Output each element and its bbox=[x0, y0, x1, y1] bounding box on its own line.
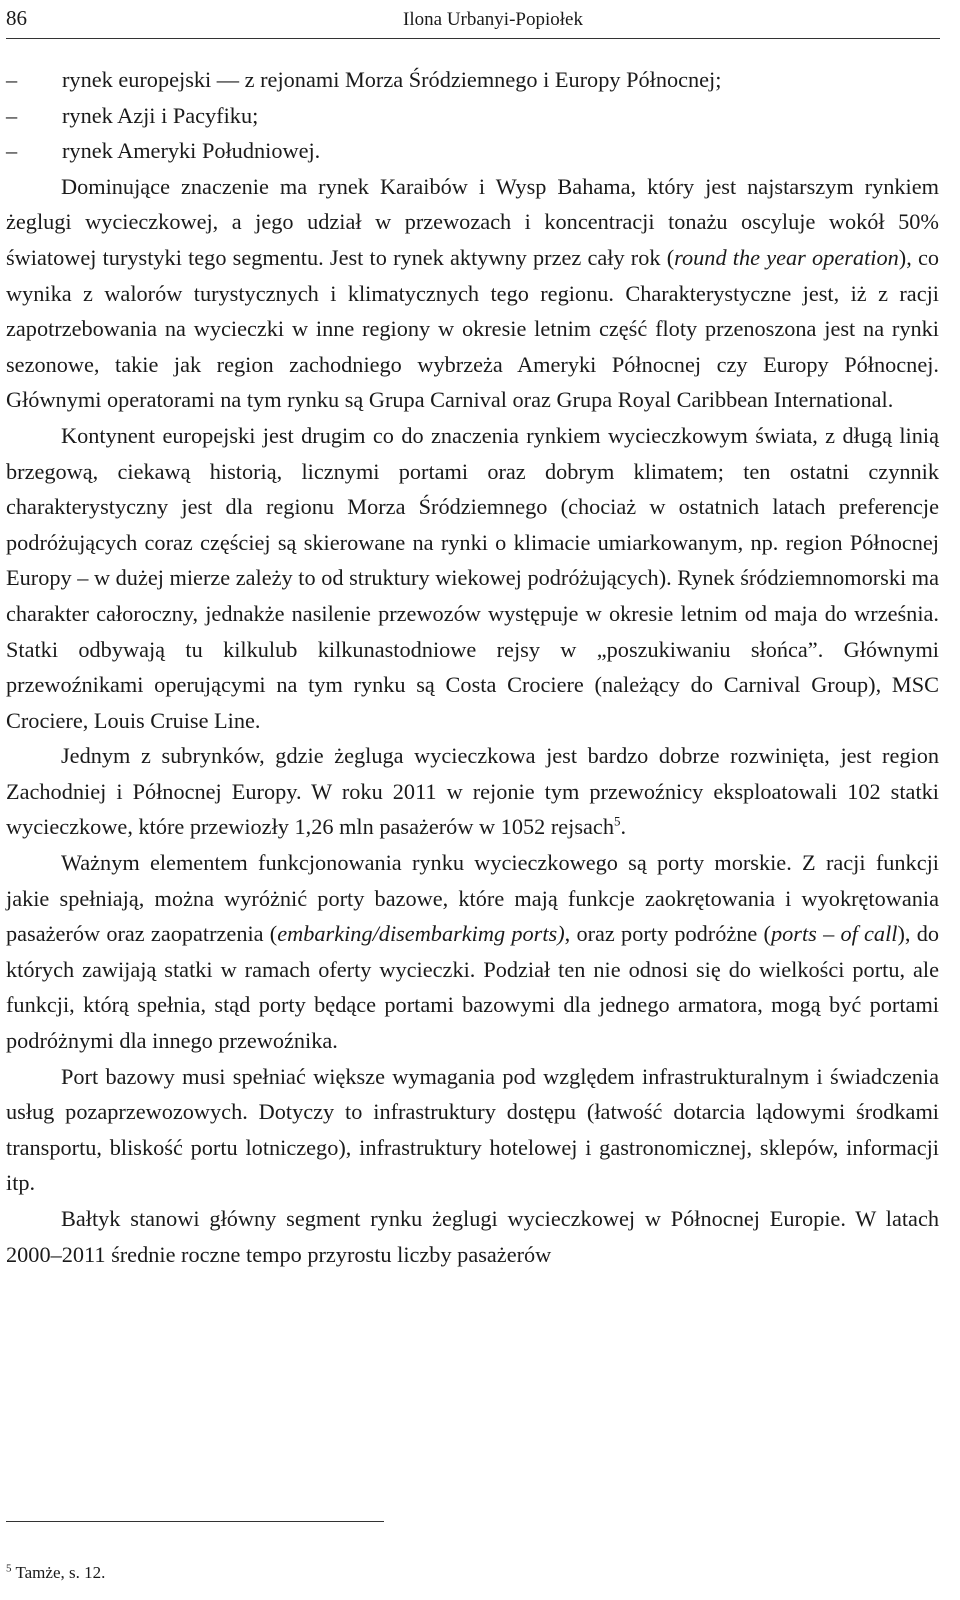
paragraph-baltic: Bałtyk stanowi główny segment rynku żeglugi wycieczkowej w Północnej Europie. W latach 2000–2011 średnie roczne tempo przyrostu liczby pasażerów bbox=[6, 1206, 939, 1267]
running-head: Ilona Urbanyi-Popiołek bbox=[403, 9, 583, 30]
page-header bbox=[6, 6, 940, 36]
list-item: – rynek europejski — z rejonami Morza Śródziemnego i Europy Północnej; bbox=[6, 67, 722, 92]
paragraph-caribbean: Dominujące znaczenie ma rynek Karaibów i Wysp Bahama, który jest najstarszym rynkiem żeglugi wycieczkowej, a jego udział w przewozach i koncentracji tonażu oscyluje wokół 50% światowej turystyki tego segmentu. Jest to rynek aktywny przez cały rok (round the year operation), co wynika z walorów turystycznych i klimatycznych tego regionu. Charakterystyczne jest, iż z racji zapotrzebowania na wycieczki w inne regiony w okresie letnim część floty przenoszona jest na rynki sezonowe, takie jak region zachodniego wybrzeża Ameryki Północnej czy Europy Północnej. Głównymi operatorami na tym rynku są Grupa Carnival oraz Grupa Royal Caribbean International. bbox=[6, 173, 940, 413]
header-rule bbox=[6, 38, 940, 39]
paragraph-europe: Kontynent europejski jest drugim co do znaczenia rynkiem wycieczkowym świata, z długą linią brzegową, ciekawą historią, licznymi portami oraz dobrym klimatem; ten ostatni czynnik charakterystyczny jest dla regionu Morza Śródziemnego (chociaż w ostatnich latach preferencje podróżujących coraz częściej są skierowane na rynki o klimacie umiarkowanym, np. region Północnej Europy – w dużej mierze zależy to od struktury wiekowej podróżujących). Rynek śródziemnomorski ma charakter całoroczny, jednakże nasilenie przewozów występuje w okresie letnim od maja do września. Statki odbywają tu kilkulub kilkunastodniowe rejsy w „poszukiwaniu słońca”. Głównymi przewoźnikami operującymi na tym rynku są Costa Crociere (należący do Carnival Group), MSC Crociere, Louis Cruise Line. bbox=[6, 422, 939, 733]
footnote-rule bbox=[6, 1521, 384, 1522]
paragraph-north-europe: Jednym z subrynków, gdzie żegluga wycieczkowa jest bardzo dobrze rozwinięta, jest region Zachodniej i Północnej Europy. W roku 2011 w rejonie tym przewoźnicy eksploatowali 102 statki wycieczkowe, które przewiozły 1,26 mln pasażerów w 1052 rejsach$^5$. bbox=[6, 743, 939, 840]
paragraph-ports: Ważnym elementem funkcjonowania rynku wycieczkowego są porty morskie. Z racji funkcji jakie spełniają, można wyróżnić porty bazowe, które mają funkcje zaokrętowania i wyokrętowania pasażerów oraz zaopatrzenia (embarking/disembarkimg ports), oraz porty podróżne (ports – of call), do których zawijają statki w ramach oferty wycieczki. Podział ten nie odnosi się do wielkości portu, ale funkcji, którą spełnia, stąd porty będące portami bazowymi dla jednego armatora, mogą być portami podróżnymi dla innego przewoźnika. bbox=[6, 850, 939, 1054]
list-item: – rynek Azji i Pacyfiku; bbox=[6, 102, 259, 128]
list-item: – rynek Ameryki Południowej. bbox=[6, 138, 321, 164]
page-number: 86 bbox=[6, 6, 27, 30]
paragraph-base-port: Port bazowy musi spełniać większe wymagania pod względem infrastrukturalnym i świadczenia usług pozaprzewozowych. Dotyczy to infrastruktury dostępu (łatwość dotarcia lądowymi środkami transportu, bliskość portu lotniczego), infrastruktury hotelowej i gastronomicznej, sklepów, informacji itp. bbox=[6, 1063, 939, 1196]
body-text bbox=[6, 62, 939, 1272]
footnote-ref: 5 bbox=[613, 814, 621, 830]
footnote: $^5$ Tamże, s. 12. bbox=[6, 1562, 106, 1582]
